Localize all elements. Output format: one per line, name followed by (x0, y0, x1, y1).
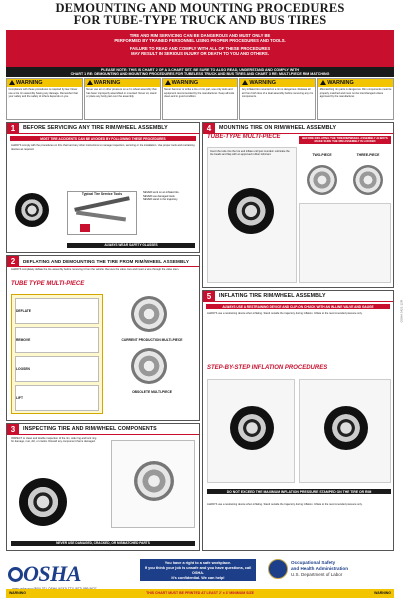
chart-set-note (6, 67, 394, 77)
section-number: 4 (203, 123, 215, 134)
dol-seal-icon (268, 559, 288, 579)
step-label: LOOSEN (16, 367, 30, 371)
section-text: ALWAYS completely deflate the tire assembly before removing it from the vehicle. Remove the valve core and insert a wire through the valve stem. (11, 268, 180, 271)
three-piece-rim-icon (353, 165, 383, 195)
tire-icon (228, 188, 274, 234)
section-number: 2 (7, 256, 19, 267)
warning-triangle-icon (320, 80, 326, 85)
help-line: If you think your job is unsafe and you have questions, call OSHA. (144, 565, 252, 575)
agency-dept: U.S. Department of Labor (291, 572, 343, 577)
warning-box (84, 78, 161, 120)
section-text: INSPECT or clean and double inspection of the rim, side ring and lock ring for damage, rust, dirt, or cracks. Discard any component that is damaged. (11, 437, 97, 444)
warning-triangle-icon (87, 80, 93, 85)
current-rim-figure (111, 296, 191, 336)
danger-line-1: TIRE AND RIM SERVICING CAN BE DANGEROUS AND MUST ONLY BE (129, 33, 271, 38)
section-alert-bar: NEVER USE DAMAGED, CRACKED, OR MISMATCHED PARTS (11, 541, 195, 546)
warning-label: WARNING (249, 80, 276, 86)
bullet-item: NEVER stand in the trajectory. (143, 198, 178, 202)
warning-box (162, 78, 239, 120)
section-title: INSPECTING TIRE AND RIM/WHEEL COMPONENTS (23, 426, 157, 432)
warning-triangle-icon (242, 80, 248, 85)
warning-text: Any inflated tire mounted on a rim is dangerous. Release all air from both tires of a dual assembly before removing any rim components. (241, 88, 314, 98)
section-mounting (202, 122, 394, 288)
strip-message: THIS CHART MUST BE PRINTED AT LEAST 2' x 3' MINIMUM SIZE (146, 591, 254, 595)
page-title (0, 2, 400, 26)
rim-icon (134, 461, 174, 501)
tire-in-cage-icon (230, 406, 274, 450)
tire-icon (324, 406, 368, 450)
danger-line-3: FAILURE TO READ AND COMPLY WITH ALL OF THESE PROCEDURES (129, 45, 271, 51)
inspection-figure (111, 440, 195, 528)
pressure-warning-bar: DO NOT EXCEED THE MAXIMUM INFLATION PRESSURE STAMPED ON THE TIRE OR RIM (207, 489, 391, 494)
agency-name: Occupational Safety and Health Administration (291, 560, 348, 571)
bullet-item: NEVER work on an inflated tire. (143, 191, 180, 194)
help-line: You have a right to a safe workplace. (164, 560, 232, 565)
warning-box (317, 78, 394, 120)
mounting-steps-panel (207, 147, 297, 283)
steps-panel (11, 294, 103, 414)
section-number: 3 (7, 424, 19, 435)
warning-label: WARNING (16, 80, 43, 86)
help-line: It's confidential. We can help! (171, 575, 225, 580)
warning-row (6, 78, 394, 120)
help-box (140, 559, 256, 581)
publication-code: OSHA 3421-12R (399, 300, 403, 323)
section-number: 1 (7, 123, 19, 134)
danger-line-2: PERFORMED BY TRAINED PERSONNEL USING PROPER PROCEDURES AND TOOLS. (114, 38, 286, 44)
section-alert-bar: MOST TIRE ACCIDENTS CAN BE AVOIDED BY FOLLOWING THESE PROCEDURES (10, 136, 196, 141)
title-line-1: DEMOUNTING AND MOUNTING PROCEDURES (55, 1, 345, 15)
section-text-2: ALWAYS use a restraining device when inflating. Stand outside the trajectory during inflation. Inflate to the recommended pressure only. (207, 503, 363, 506)
osha-logo-text: OSHA (23, 561, 81, 586)
lock-ring-figure (299, 203, 391, 283)
step-box (15, 356, 99, 382)
cage-figure (207, 379, 295, 483)
section-text: ALWAYS comply with the procedures on this chart and any other instructions to manage inspection, servicing or tire installation. Use proper tools and restraining devices as required. (11, 144, 195, 151)
section-bullets (143, 191, 195, 202)
bead-breaker-icon (76, 211, 126, 222)
tools-panel (67, 191, 137, 235)
step-label: REMOVE (16, 338, 31, 342)
tools-caption: Typical Tire Service Tools (81, 192, 123, 196)
print-size-strip (6, 589, 394, 598)
warning-triangle-icon (165, 80, 171, 85)
two-piece-rim-icon (307, 165, 337, 195)
step-box (15, 385, 99, 411)
section-alert-bar: ALWAYS USE A RESTRAINING DEVICE AND CLIP-ON CHUCK WITH AN IN-LINE VALVE AND GAUGE (206, 304, 390, 309)
bullet-item: NEVER use damaged tools. (143, 194, 176, 198)
section-title: MOUNTING TIRE ON RIM/WHEEL ASSEMBLY (219, 125, 337, 131)
two-piece-label: TWO-PIECE (312, 153, 332, 157)
section-title: DEFLATING AND DEMOUNTING THE TIRE FROM RIM/WHEEL ASSEMBLY (23, 258, 190, 264)
tire-icon (19, 478, 67, 526)
tire-iron-icon (74, 196, 130, 212)
chart-set-note-1: PLEASE NOTE: THIS IS CHART 2 OF A 3-CHART SET. BE SURE TO ALSO READ, UNDERSTAND AND COMPLY WITH (101, 67, 299, 72)
section-inspecting (6, 423, 200, 551)
title-line-2: FOR TUBE-TYPE TRUCK AND BUS TIRES (73, 13, 327, 27)
strip-warning-right: WARNING (374, 591, 391, 595)
step-box (15, 327, 99, 353)
rim-cross-section-icon (131, 296, 167, 332)
section-title: BEFORE SERVICING ANY TIRE RIM/WHEEL ASSEMBLY (23, 125, 168, 131)
figure-caption: CURRENT PRODUCTION MULTI-PIECE (121, 338, 183, 342)
safety-glasses-badge: ALWAYS WEAR SAFETY GLASSES (67, 243, 195, 248)
section-before-servicing (6, 122, 200, 253)
warning-text: Never use air or other pressure on a rim wheel assembly that has been improperly assembled or mounted. Never sit, stand or place any body part over the assembly. (86, 88, 157, 98)
section-deflating (6, 255, 200, 421)
tire-icon (15, 193, 49, 227)
danger-banner (6, 30, 394, 77)
gauge-figure (299, 379, 391, 483)
step-label: DEFLATE (16, 309, 31, 313)
three-piece-label: THREE-PIECE (356, 153, 380, 157)
osha-logo (8, 561, 81, 587)
section-inflating (202, 290, 394, 551)
tube-type-tag: TUBE-TYPE MULTI-PIECE (207, 134, 281, 140)
figure-caption: OBSOLETE MULTI-PIECE (132, 390, 172, 394)
warning-box (239, 78, 316, 120)
procedure-title: STEP-BY-STEP INFLATION PROCEDURES (207, 365, 328, 372)
mallet-icon (80, 224, 90, 232)
rim-cross-section-icon (131, 348, 167, 384)
warning-box (6, 78, 83, 120)
inflation-figures (207, 379, 391, 483)
section-title: INFLATING TIRE RIM/WHEEL ASSEMBLY (219, 293, 326, 299)
danger-line-4: MAY RESULT IN SERIOUS INJURY OR DEATH TO YOU AND OTHERS. (131, 51, 269, 57)
warning-triangle-icon (9, 80, 15, 85)
warning-label: WARNING (171, 80, 199, 86)
warning-label: WARNING (327, 80, 354, 86)
warning-text: Compliance with these procedures is required by law. Never use a tire rim assembly having any damage. Remember that your safety and the safety of others depends on you. (8, 88, 78, 98)
warning-text: Mismatching rim parts is dangerous. Rim components must be properly matched and must not be interchanged unless approved by the manufacturer. (319, 88, 392, 98)
section-alert-bar: BEFORE INFLATING THE TIRE/RIM/WHEEL ASSEMBLY ALWAYS MAKE SURE THE RIM ASSEMBLY IS LOCKED (299, 136, 391, 144)
warning-label: WARNING (93, 80, 121, 86)
strip-warning-left: WARNING (9, 591, 26, 595)
section-number: 5 (203, 291, 215, 302)
obsolete-rim-figure (111, 348, 191, 388)
warning-text: Never hammer or strike a tire or rim part, use only tools and equipment recommended by the manufacturer. Keep all tools clean and in good condition. (164, 88, 235, 98)
section-text: Insert the tube into the tire and inflate until just rounded. Lubricate the tire beads and flap with an approved rubber lubricant. (210, 150, 290, 157)
step-box (15, 298, 99, 324)
tube-type-tag: TUBE TYPE MULTI-PIECE (11, 281, 85, 287)
section-text: ALWAYS use a restraining device when inflating. Stand outside the trajectory during inflation. Inflate to the recommended pressure only. (207, 312, 363, 316)
step-label: LIFT (16, 396, 23, 400)
chart-set-note-2: CHART 1 RE: DEMOUNTING AND MOUNTING PROCEDURES FOR TUBELESS TRUCK AND BUS TIRES AND CHART 3 RE: MULTI-PIECE RIM MATCHING (70, 72, 330, 77)
